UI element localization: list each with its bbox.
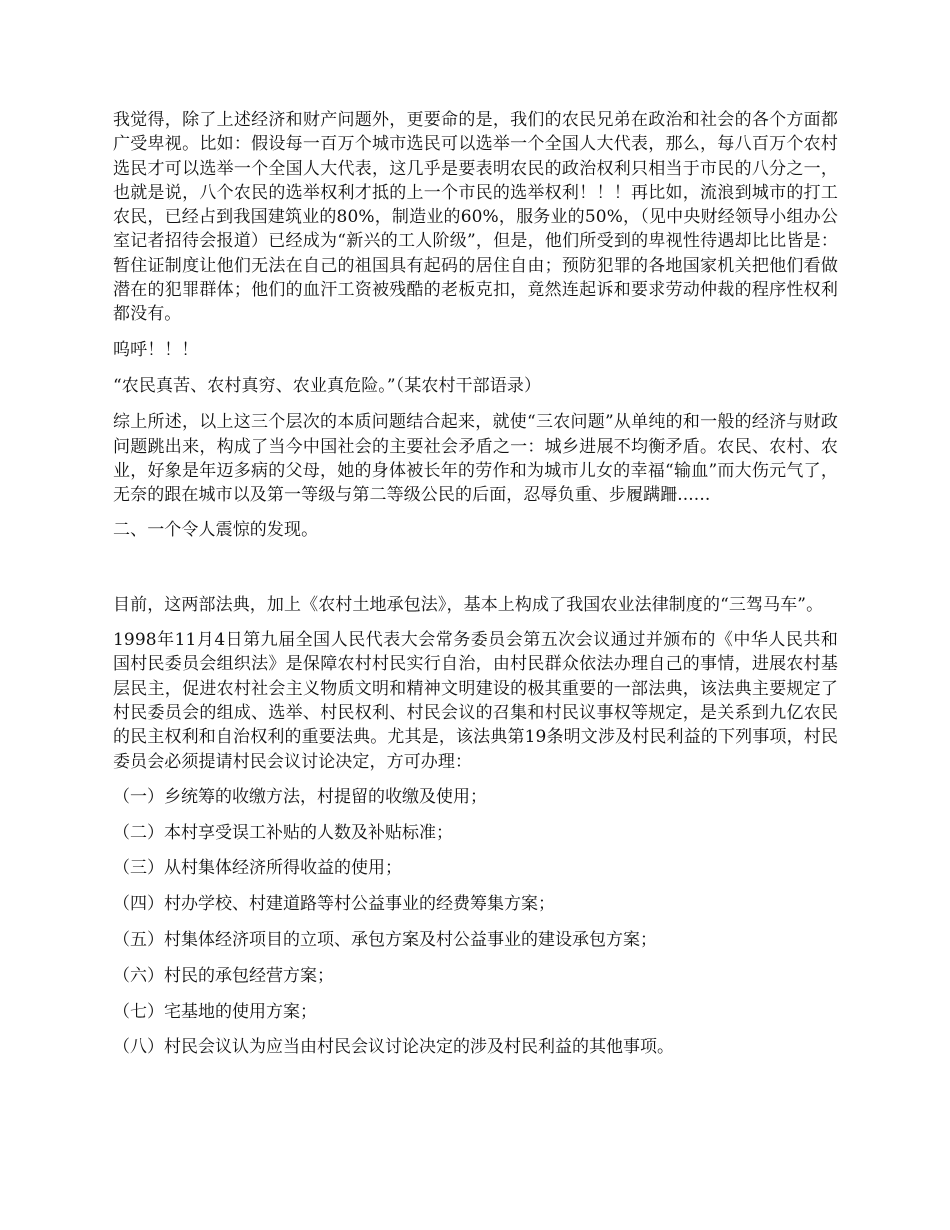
- document-body: [113, 108, 838, 1071]
- paragraph-three-laws: 目前，这两部法典，加上《农村土地承包法》，基本上构成了我国农业法律制度的“三驾马车”。: [113, 594, 824, 615]
- matters-list: [113, 785, 838, 1060]
- paragraph-exclamation: 呜呼！！！: [113, 339, 199, 360]
- list-item: （五）村集体经济项目的立项、承包方案及村公益事业的建设承包方案；: [113, 930, 657, 951]
- paragraph-quote: “农民真苦、农村真穷、农业真危险。”（某农村干部语录）: [113, 375, 542, 396]
- list-item: （六）村民的承包经营方案；: [113, 965, 334, 986]
- list-item: （八）村民会议认为应当由村民会议讨论决定的涉及村民利益的其他事项。: [113, 1037, 674, 1058]
- section-heading: 二、一个令人震惊的发现。: [113, 520, 319, 541]
- list-item: （三）从村集体经济所得收益的使用；: [113, 858, 402, 879]
- list-item: （一）乡统筹的收缴方法，村提留的收缴及使用；: [113, 786, 487, 807]
- section-gap: [113, 555, 838, 593]
- list-item: （四）村办学校、村建道路等村公益事业的经费筹集方案；: [113, 894, 555, 915]
- paragraph-political-rights: 我觉得，除了上述经济和财产问题外，更要命的是，我们的农民兄弟在政治和社会的各个方面都广受卑视。比如：假设每一百万个城市选民可以选举一个全国人大代表，那么，每八百万个农村选民才可以选举一个全国人大代表，这几乎是要表明农民的政治权利只相当于市民的八分之一，也就是说，八个农民的选举权利才抵的上一个市民的选举权利！！！再比如，流浪到城市的打工农民，已经占到我国建筑业的80%，制造业的60%，服务业的50%，（见中央财经领导小组办公室记者招待会报道）已经成为“新兴的工人阶级”，但是，他们所受到的卑视性待遇却比比皆是：暂住证制度让他们无法在自己的祖国具有起码的居住自由；预防犯罪的各地国家机关把他们看做潜在的犯罪群体；他们的血汗工资被残酷的老板克扣，竟然连起诉和要求劳动仲裁的程序性权利都没有。: [113, 110, 838, 325]
- paragraph-village-law: 1998年11月4日第九届全国人民代表大会常务委员会第五次会议通过并颁布的《中华人民共和国村民委员会组织法》是保障农村村民实行自治，由村民群众依法办理自己的事情，进展农村基层民主，促进农村社会主义物质文明和精神文明建设的极其重要的一部法典，该法典主要规定了村民委员会的组成、选举、村民权利、村民会议的召集和村民议事权等规定，是关系到九亿农民的民主权利和自治权利的重要法典。尤其是，该法典第19条明文涉及村民利益的下列事项，村民委员会必须提请村民会议讨论决定，方可办理：: [113, 630, 838, 772]
- list-item: （二）本村享受误工补贴的人数及补贴标准；: [113, 822, 453, 843]
- paragraph-summary: 综上所述，以上这三个层次的本质问题结合起来，就使“三农问题”从单纯的和一般的经济与财政问题跳出来，构成了当今中国社会的主要社会矛盾之一：城乡进展不均衡矛盾。农民、农村、农业，好象是年迈多病的父母，她的身体被长年的劳作和为城市儿女的幸福“输血”而大伤元气了，无奈的跟在城市以及第一等级与第二等级公民的后面，忍辱负重、步履蹒跚......: [113, 412, 838, 506]
- list-item: （七）宅基地的使用方案；: [113, 1001, 317, 1022]
